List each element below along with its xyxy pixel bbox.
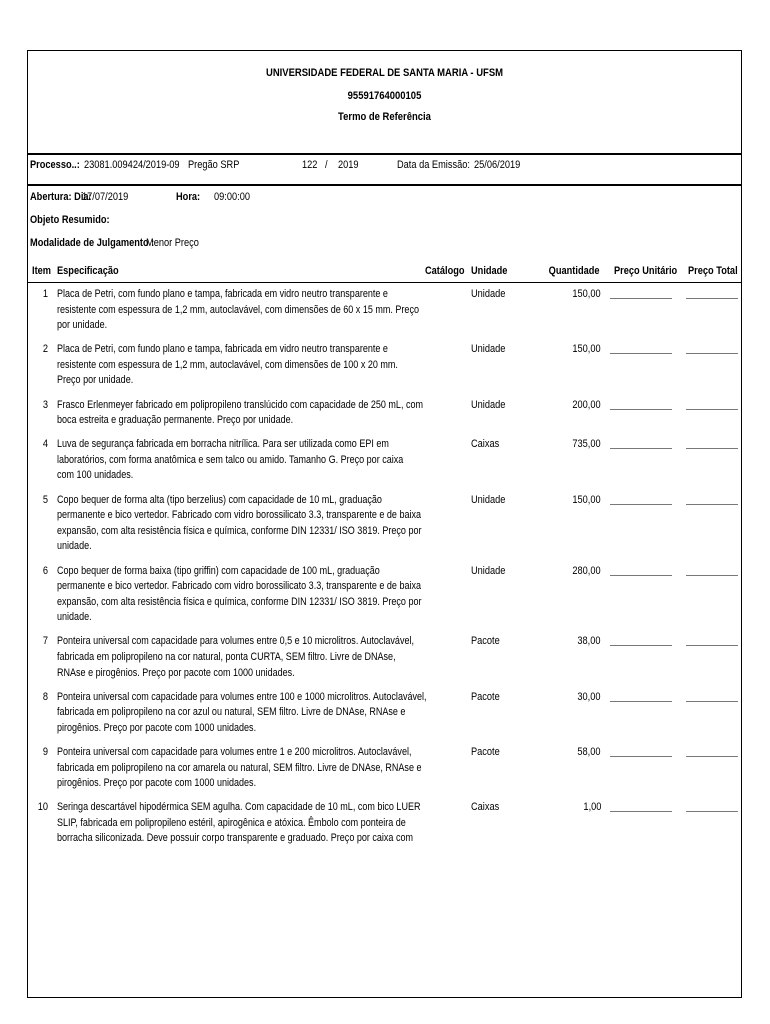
item-number: 5 xyxy=(42,493,48,506)
pregao-year: 2019 xyxy=(338,159,359,171)
item-unit: Caixas xyxy=(471,438,500,451)
spec-line: por unidade. xyxy=(57,319,108,332)
spec-line: Seringa descartável hipodérmica SEM agulha. Com capacidade de 10 mL, com bico LUER xyxy=(57,801,421,814)
spec-line: Ponteira universal com capacidade para volumes entre 1 e 200 microlitros. Autoclavável, xyxy=(57,746,412,758)
total-price-blank xyxy=(686,701,738,702)
spec-line: Preço por unidade. xyxy=(57,374,134,387)
spec-line: Ponteira universal com capacidade para volumes entre 100 e 1000 microlitros. Autoclavável, xyxy=(57,690,427,703)
spec-line: unidade. xyxy=(57,611,92,624)
spec-line: Copo bequer de forma alta (tipo berzelius) com capacidade de 10 mL, graduação xyxy=(57,493,382,506)
spec-line: RNAse e pirogênios. Preço por pacote com 1000 unidades. xyxy=(57,666,295,679)
divider-top xyxy=(28,153,741,155)
total-price-blank xyxy=(686,409,738,410)
spec-line: Placa de Petri, com fundo plano e tampa, fabricada em vidro neutro transparente e xyxy=(57,288,388,300)
item-number: 1 xyxy=(42,288,48,300)
spec-line: unidade. xyxy=(57,540,92,553)
item-quantity: 200,00 xyxy=(572,398,601,411)
item-unit: Unidade xyxy=(471,343,506,356)
spec-line: pirogênios. Preço por pacote com 1000 unidades. xyxy=(57,777,257,790)
item-quantity: 150,00 xyxy=(572,343,601,356)
item-unit: Pacote xyxy=(471,635,500,648)
item-unit: Unidade xyxy=(471,564,506,577)
spec-line: expansão, com alta resistência física e química, conforme DIN 12331/ ISO 3819. Preço por xyxy=(57,595,422,608)
item-number: 2 xyxy=(42,343,48,356)
item-number: 9 xyxy=(42,746,48,758)
unit-price-blank xyxy=(610,504,672,505)
opening-label: Abertura: Dia: xyxy=(30,191,92,203)
item-quantity: 150,00 xyxy=(572,493,601,506)
spec-line: Frasco Erlenmeyer fabricado em polipropileno translúcido com capacidade de 250 mL, com xyxy=(57,398,424,411)
item-number: 6 xyxy=(42,564,48,577)
pregao-number: 122 xyxy=(302,159,318,171)
pregao-slash: / xyxy=(325,159,328,171)
object-label: Objeto Resumido: xyxy=(30,214,110,226)
spec-line: permanente e bico vertedor. Fabricado com vidro borossilicato 3.3, transparente e de baixa xyxy=(57,580,422,593)
spec-line: laboratórios, com forma anatômica e sem talco ou amido. Tamanho G. Preço por caixa xyxy=(57,453,404,466)
spec-line: com 100 unidades. xyxy=(57,469,134,482)
document-frame xyxy=(27,50,742,998)
unit-price-blank xyxy=(610,811,672,812)
col-item: Item xyxy=(32,265,52,277)
spec-line: SLIP, fabricada em polipropileno estéril, apirogênica e atóxica. Êmbolo com ponteira de xyxy=(57,816,406,829)
item-quantity: 30,00 xyxy=(577,690,601,703)
emission-date: 25/06/2019 xyxy=(474,159,521,171)
unit-price-blank xyxy=(610,448,672,449)
item-number: 4 xyxy=(42,438,48,451)
item-number: 8 xyxy=(42,690,48,703)
divider-process xyxy=(28,184,741,186)
item-number: 7 xyxy=(42,635,48,648)
item-specification xyxy=(57,634,495,681)
spec-line: fabricada em polipropileno na cor amarela ou natural, SEM filtro. Livre de DNAse, RNAse e xyxy=(57,761,422,774)
unit-price-blank xyxy=(610,298,672,299)
item-specification xyxy=(57,287,495,334)
process-number: 23081.009424/2019-09 xyxy=(84,159,180,171)
item-quantity: 38,00 xyxy=(577,635,601,648)
item-specification xyxy=(57,398,495,429)
unit-price-blank xyxy=(610,756,672,757)
spec-line: borracha siliconizada. Deve possuir corpo transparente e graduado. Preço por caixa com xyxy=(57,832,413,845)
spec-line: Ponteira universal com capacidade para volumes entre 0,5 e 10 microlitros. Autoclavável, xyxy=(57,635,414,648)
spec-line: resistente com espessura de 1,2 mm, autoclavável, com dimensões de 60 x 15 mm. Preço xyxy=(57,303,419,316)
divider-columns xyxy=(28,282,741,283)
item-specification xyxy=(57,564,495,626)
total-price-blank xyxy=(686,298,738,299)
spec-line: Luva de segurança fabricada em borracha nitrílica. Para ser utilizada como EPI em xyxy=(57,438,389,451)
item-unit: Unidade xyxy=(471,288,506,300)
col-unit-price: Preço Unitário xyxy=(614,265,678,277)
col-total-price: Preço Total xyxy=(688,265,738,277)
spec-line: fabricada em polipropileno na cor natural, ponta CURTA, SEM filtro. Livre de DNAse, xyxy=(57,650,396,663)
emission-label: Data da Emissão: xyxy=(397,159,470,171)
spec-line: boca estreita e graduação permanente. Preço por unidade. xyxy=(57,414,294,427)
item-number: 10 xyxy=(37,801,48,814)
item-quantity: 280,00 xyxy=(572,564,601,577)
mode-value: Menor Preço xyxy=(146,237,199,249)
unit-price-blank xyxy=(610,409,672,410)
spec-line: expansão, com alta resistência física e química, conforme DIN 12331/ ISO 3819. Preço por xyxy=(57,524,422,537)
item-specification xyxy=(57,493,495,555)
spec-line: pirogênios. Preço por pacote com 1000 unidades. xyxy=(57,721,257,734)
spec-line: permanente e bico vertedor. Fabricado com vidro borossilicato 3.3, transparente e de baixa xyxy=(57,509,422,522)
col-spec: Especificação xyxy=(57,265,119,277)
spec-line: resistente com espessura de 1,2 mm, autoclavável, com dimensões de 100 x 20 mm. xyxy=(57,358,398,371)
item-quantity: 58,00 xyxy=(577,746,601,758)
unit-price-blank xyxy=(610,645,672,646)
item-quantity: 150,00 xyxy=(572,288,601,300)
total-price-blank xyxy=(686,645,738,646)
total-price-blank xyxy=(686,353,738,354)
hour-label: Hora: xyxy=(176,191,201,203)
cnpj: 95591764000105 xyxy=(347,90,422,102)
item-number: 3 xyxy=(42,398,48,411)
total-price-blank xyxy=(686,575,738,576)
university-name: UNIVERSIDADE FEDERAL DE SANTA MARIA - UFSM xyxy=(265,67,504,79)
item-quantity: 1,00 xyxy=(583,801,601,814)
document-title: Termo de Referência xyxy=(338,111,431,123)
spec-line: fabricada em polipropileno na cor azul ou natural, SEM filtro. Livre de DNAse, RNAse e xyxy=(57,706,406,719)
opening-hour: 09:00:00 xyxy=(214,191,250,203)
col-qty: Quantidade xyxy=(549,265,600,277)
col-unit: Unidade xyxy=(471,265,508,277)
item-specification xyxy=(57,690,495,737)
item-unit: Unidade xyxy=(471,493,506,506)
spec-line: Placa de Petri, com fundo plano e tampa, fabricada em vidro neutro transparente e xyxy=(57,343,388,356)
process-label: Processo..: xyxy=(30,159,80,171)
opening-date: 17/07/2019 xyxy=(82,191,129,203)
unit-price-blank xyxy=(610,353,672,354)
item-unit: Pacote xyxy=(471,690,500,703)
total-price-blank xyxy=(686,811,738,812)
total-price-blank xyxy=(686,504,738,505)
item-specification xyxy=(57,800,495,847)
spec-line: Copo bequer de forma baixa (tipo griffin) com capacidade de 100 mL, graduação xyxy=(57,564,380,577)
item-specification xyxy=(57,342,495,389)
item-unit: Unidade xyxy=(471,398,506,411)
total-price-blank xyxy=(686,756,738,757)
total-price-blank xyxy=(686,448,738,449)
process-type: Pregão SRP xyxy=(188,159,240,171)
col-catalog: Catálogo xyxy=(425,265,465,277)
mode-label: Modalidade de Julgamento : xyxy=(30,237,155,249)
item-specification xyxy=(57,437,495,484)
item-unit: Pacote xyxy=(471,746,500,758)
item-quantity: 735,00 xyxy=(572,438,601,451)
item-specification xyxy=(57,745,495,792)
item-unit: Caixas xyxy=(471,801,500,814)
unit-price-blank xyxy=(610,575,672,576)
unit-price-blank xyxy=(610,701,672,702)
